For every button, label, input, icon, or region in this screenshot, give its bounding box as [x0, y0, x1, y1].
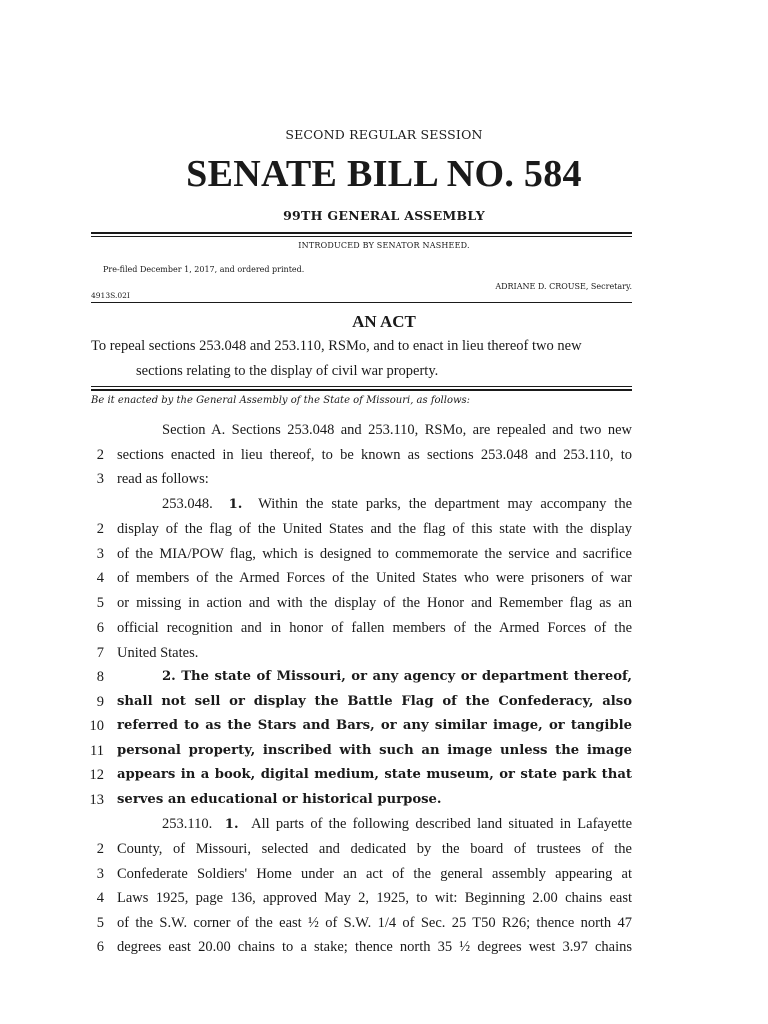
act-description-line-2: sections relating to the display of civil war property.	[136, 363, 439, 379]
line-number: 5	[96, 915, 104, 931]
assembly-label: 99TH GENERAL ASSEMBLY	[283, 208, 485, 223]
act-rule-top	[91, 386, 632, 387]
bold-text-line: serves an educational or historical purpose.	[117, 792, 442, 807]
subsection-number: 1.	[224, 817, 239, 832]
text-span: All parts of the following described land situated in Lafayette	[251, 816, 632, 832]
bold-text-line: personal property, inscribed with such an image unless the image	[117, 743, 632, 758]
text-line: of members of the Armed Forces of the United States who were prisoners of war	[117, 570, 632, 586]
text-line: of the S.W. corner of the east ½ of S.W. 1/4 of Sec. 25 T50 R26; thence north 47	[117, 915, 632, 931]
bill-title: SENATE BILL NO. 584	[186, 153, 582, 195]
line-number: 3	[96, 546, 104, 562]
subsection-number: 1.	[228, 497, 243, 512]
text-line: official recognition and in honor of fallen members of the Armed Forces of the	[117, 620, 632, 636]
line-number: 11	[90, 743, 104, 759]
line-number: 3	[96, 866, 104, 882]
line-number: 12	[89, 767, 104, 783]
act-rule-bottom	[91, 389, 632, 391]
act-title: AN ACT	[352, 312, 416, 331]
text-line: sections enacted in lieu thereof, to be known as sections 253.048 and 253.110, to	[117, 447, 632, 463]
line-number: 6	[96, 620, 104, 636]
enacting-clause: Be it enacted by the General Assembly of the State of Missouri, as follows:	[91, 395, 471, 406]
session-label: SECOND REGULAR SESSION	[285, 127, 483, 142]
bill-code: 4913S.02I	[91, 291, 130, 300]
text-span: Within the state parks, the department may accompany the	[258, 496, 632, 512]
section-253-048-first-line	[117, 496, 632, 516]
bold-text-line: shall not sell or display the Battle Flag of the Confederacy, also	[117, 694, 632, 709]
line-number: 9	[96, 694, 104, 710]
secretary-signature: ADRIANE D. CROUSE, Secretary.	[495, 282, 632, 291]
line-number: 4	[96, 570, 104, 586]
line-number: 2	[96, 841, 104, 857]
text-line: County, of Missouri, selected and dedicated by the board of trustees of the	[117, 841, 632, 857]
act-description-line-1: To repeal sections 253.048 and 253.110, RSMo, and to enact in lieu thereof two new	[91, 338, 582, 354]
bold-text-line: appears in a book, digital medium, state museum, or state park that	[117, 767, 632, 782]
introduced-by: INTRODUCED BY SENATOR NASHEED.	[298, 241, 470, 250]
bold-text-line: 2. The state of Missouri, or any agency or department thereof,	[162, 669, 632, 684]
line-number: 3	[96, 471, 104, 487]
text-line: of the MIA/POW flag, which is designed to commemorate the service and sacrifice	[117, 546, 632, 562]
text-line: Confederate Soldiers' Home under an act of the general assembly appearing at	[117, 866, 632, 882]
line-number: 10	[89, 718, 104, 734]
text-line: Section A. Sections 253.048 and 253.110, RSMo, are repealed and two new	[162, 422, 632, 438]
bold-text-line: referred to as the Stars and Bars, or any similar image, or tangible	[117, 718, 632, 733]
text-line: read as follows:	[117, 471, 209, 487]
section-number: 253.048.	[162, 496, 213, 512]
line-number: 5	[96, 595, 104, 611]
text-line: or missing in action and with the display of the Honor and Remember flag as an	[117, 595, 632, 611]
line-number: 6	[96, 939, 104, 955]
header-rule-top	[91, 232, 632, 234]
section-253-110-first-line	[117, 816, 632, 836]
header-rule-bottom	[91, 236, 632, 237]
line-number: 4	[96, 890, 104, 906]
section-number: 253.110.	[162, 816, 213, 832]
text-line: display of the flag of the United States and the flag of this state with the display	[117, 521, 632, 537]
line-number: 8	[96, 669, 104, 685]
line-number: 7	[96, 645, 104, 661]
text-line: degrees east 20.00 chains to a stake; thence north 35 ½ degrees west 3.97 chains	[117, 939, 632, 955]
text-line: United States.	[117, 645, 199, 661]
meta-rule	[91, 302, 632, 303]
line-number: 2	[96, 447, 104, 463]
line-number: 13	[89, 792, 104, 808]
prefiled-note: Pre-filed December 1, 2017, and ordered printed.	[103, 265, 305, 274]
text-line: Laws 1925, page 136, approved May 2, 1925, to wit: Beginning 2.00 chains east	[117, 890, 632, 906]
line-number: 2	[96, 521, 104, 537]
